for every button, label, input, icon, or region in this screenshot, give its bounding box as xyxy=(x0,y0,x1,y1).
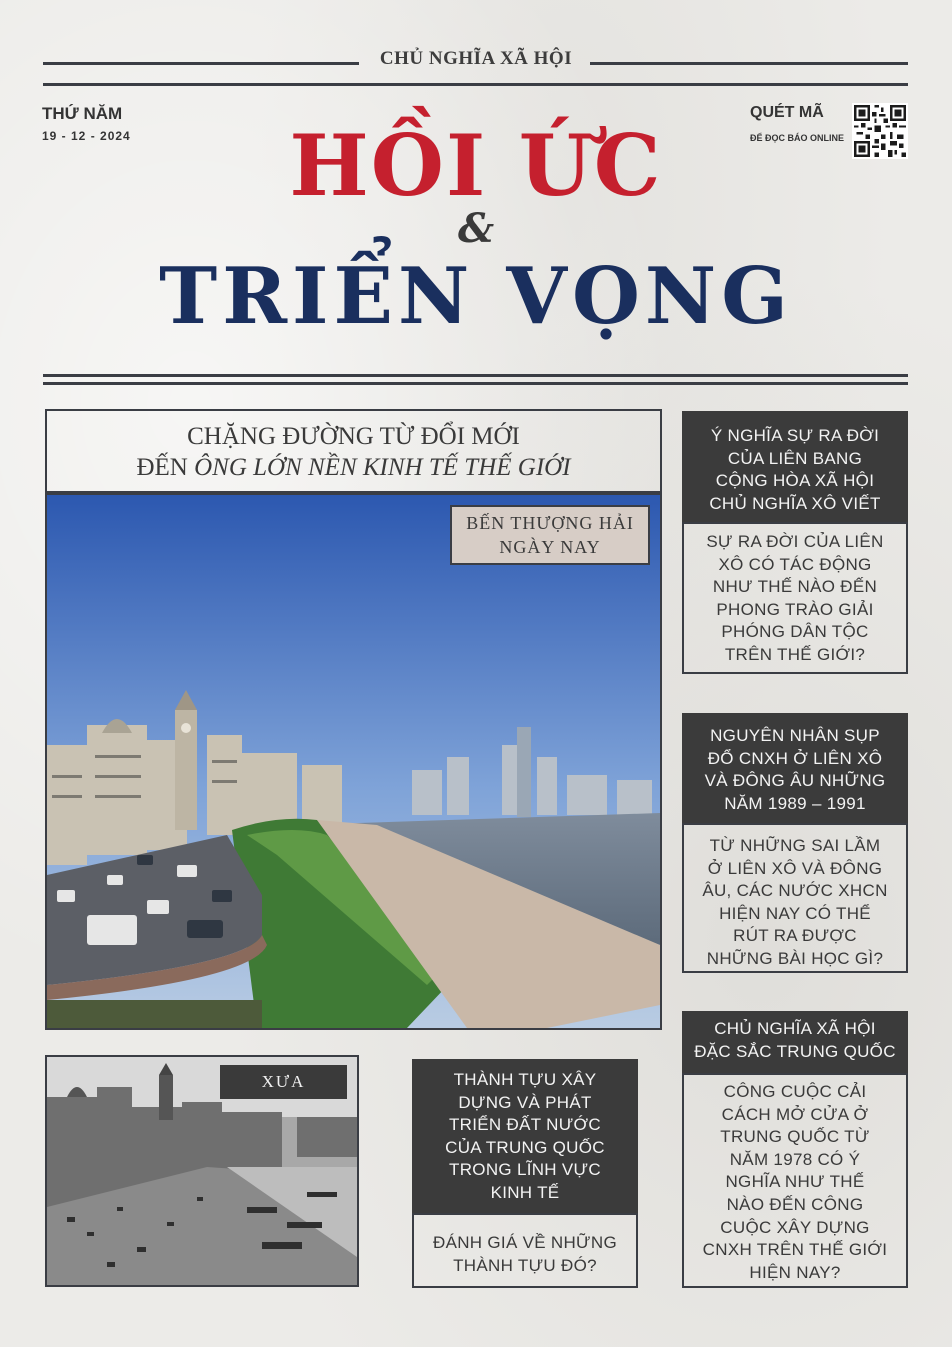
old-photo-label: XƯA xyxy=(220,1065,347,1099)
right-topic-3-title xyxy=(682,1011,908,1073)
right-1-title-line: CỘNG HÒA XÃ HỘI xyxy=(715,471,875,491)
tower-building xyxy=(517,727,531,817)
right-3-question-line: TRUNG QUỐC TỪ xyxy=(720,1127,870,1147)
right-1-title-line: CỦA LIÊN BANG xyxy=(727,448,863,468)
center-title-line: CỦA TRUNG QUỐC xyxy=(445,1137,605,1157)
right-2-question-line: HIỆN NAY CÓ THỂ xyxy=(719,903,871,923)
right-1-question-line: PHONG TRÀO GIẢI xyxy=(716,599,874,619)
issue-date: 19 - 12 - 2024 xyxy=(42,129,131,143)
lead-headline-line2 xyxy=(47,454,660,482)
masthead-title-line2: TRIỂN VỌNG xyxy=(159,251,793,342)
right-1-question-line: NHƯ THẾ NÀO ĐẾN xyxy=(712,577,878,597)
right-topic-1-title xyxy=(682,411,908,522)
right-2-title-line: NGUYÊN NHÂN SỤP xyxy=(710,726,880,745)
lead-headline-emphasis: ÔNG LỚN NỀN KINH TẾ THẾ GIỚI xyxy=(194,454,571,481)
right-3-question-line: CÔNG CUỘC CẢI xyxy=(723,1082,867,1101)
right-3-question-line: CNXH TRÊN THẾ GIỚI xyxy=(702,1240,888,1260)
section-label: CHỦ NGHĨA XÃ HỘI xyxy=(379,48,573,69)
lead-headline-box xyxy=(45,409,662,493)
center-question-line: THÀNH TỰU ĐÓ? xyxy=(453,1255,597,1275)
right-topic-2-title xyxy=(682,713,908,823)
right-2-title-line: ĐỔ CNXH Ở LIÊN XÔ xyxy=(707,748,883,768)
right-1-question-line: SỰ RA ĐỜI CỦA LIÊN xyxy=(706,532,884,551)
right-2-question-line: NHỮNG BÀI HỌC GÌ? xyxy=(706,949,884,969)
masthead-rule-upper xyxy=(43,374,908,377)
masthead-title-line1: HỒI ỨC xyxy=(289,116,663,215)
right-2-title-line: VÀ ĐÔNG ÂU NHỮNG xyxy=(704,771,886,791)
right-topic-3-question xyxy=(682,1073,908,1288)
center-topic-title xyxy=(412,1059,638,1213)
lead-headline-prefix: ĐẾN xyxy=(136,454,195,481)
shanghai-bund-photo xyxy=(45,493,662,1030)
top-rule-full xyxy=(43,83,908,86)
masthead-rule-lower xyxy=(43,382,908,385)
center-title-line: DỰNG VÀ PHÁT xyxy=(458,1092,592,1112)
right-2-question-line: Ở LIÊN XÔ VÀ ĐÔNG xyxy=(707,858,883,878)
issue-day: THỨ NĂM xyxy=(42,104,123,123)
right-2-question-line: TỪ NHỮNG SAI LẦM xyxy=(709,836,881,855)
center-title-line: THÀNH TỰU XÂY xyxy=(453,1070,597,1089)
right-3-question-line: CUỘC XÂY DỰNG xyxy=(720,1217,870,1237)
right-3-title-line: ĐẶC SẮC TRUNG QUỐC xyxy=(694,1041,896,1061)
right-topic-1-question xyxy=(682,522,908,674)
right-1-title-line: Ý NGHĨA SỰ RA ĐỜI xyxy=(710,426,880,445)
right-3-title-line: CHỦ NGHĨA XÃ HỘI xyxy=(714,1019,876,1038)
masthead-ampersand: & xyxy=(457,205,495,252)
center-title-line: TRONG LĨNH VỰC xyxy=(449,1160,601,1180)
right-3-question-line: NÀO ĐẾN CÔNG xyxy=(726,1195,864,1215)
right-3-question-line: CÁCH MỞ CỬA Ở xyxy=(721,1104,869,1124)
center-title-line: KINH TẾ xyxy=(490,1183,560,1203)
photo-caption xyxy=(450,505,650,565)
right-2-title-line: NĂM 1989 – 1991 xyxy=(724,793,866,813)
center-title-line: TRIỂN ĐẤT NƯỚC xyxy=(449,1115,601,1135)
right-2-question-line: ÂU, CÁC NƯỚC XHCN xyxy=(702,881,888,901)
right-1-title-line: CHỦ NGHĨA XÔ VIẾT xyxy=(709,493,881,513)
right-1-question-line: TRÊN THẾ GIỚI? xyxy=(724,645,866,665)
right-3-question-line: NĂM 1978 CÓ Ý xyxy=(729,1149,861,1169)
right-2-question-line: RÚT RA ĐƯỢC xyxy=(733,926,857,946)
right-1-question-line: PHÓNG DÂN TỘC xyxy=(721,622,869,642)
scan-sublabel: ĐỂ ĐỌC BÁO ONLINE xyxy=(750,133,845,143)
center-topic-question xyxy=(412,1213,638,1288)
right-3-question-line: HIỆN NAY? xyxy=(749,1262,841,1282)
lead-headline-line1: CHẶNG ĐƯỜNG TỪ ĐỔI MỚI xyxy=(187,423,520,450)
right-topic-2-question xyxy=(682,823,908,973)
right-1-question-line: XÔ CÓ TÁC ĐỘNG xyxy=(718,554,872,574)
photo-caption-line1: BẾN THƯỢNG HẢI xyxy=(466,513,634,533)
right-3-question-line: NGHĨA NHƯ THẾ xyxy=(725,1172,865,1192)
center-question-line: ĐÁNH GIÁ VỀ NHỮNG xyxy=(433,1233,617,1252)
scan-label: QUÉT MÃ xyxy=(750,104,824,121)
old-clock-tower xyxy=(159,1075,173,1120)
photo-caption-line2: NGÀY NAY xyxy=(499,537,601,558)
bund-illustration xyxy=(47,495,660,1028)
